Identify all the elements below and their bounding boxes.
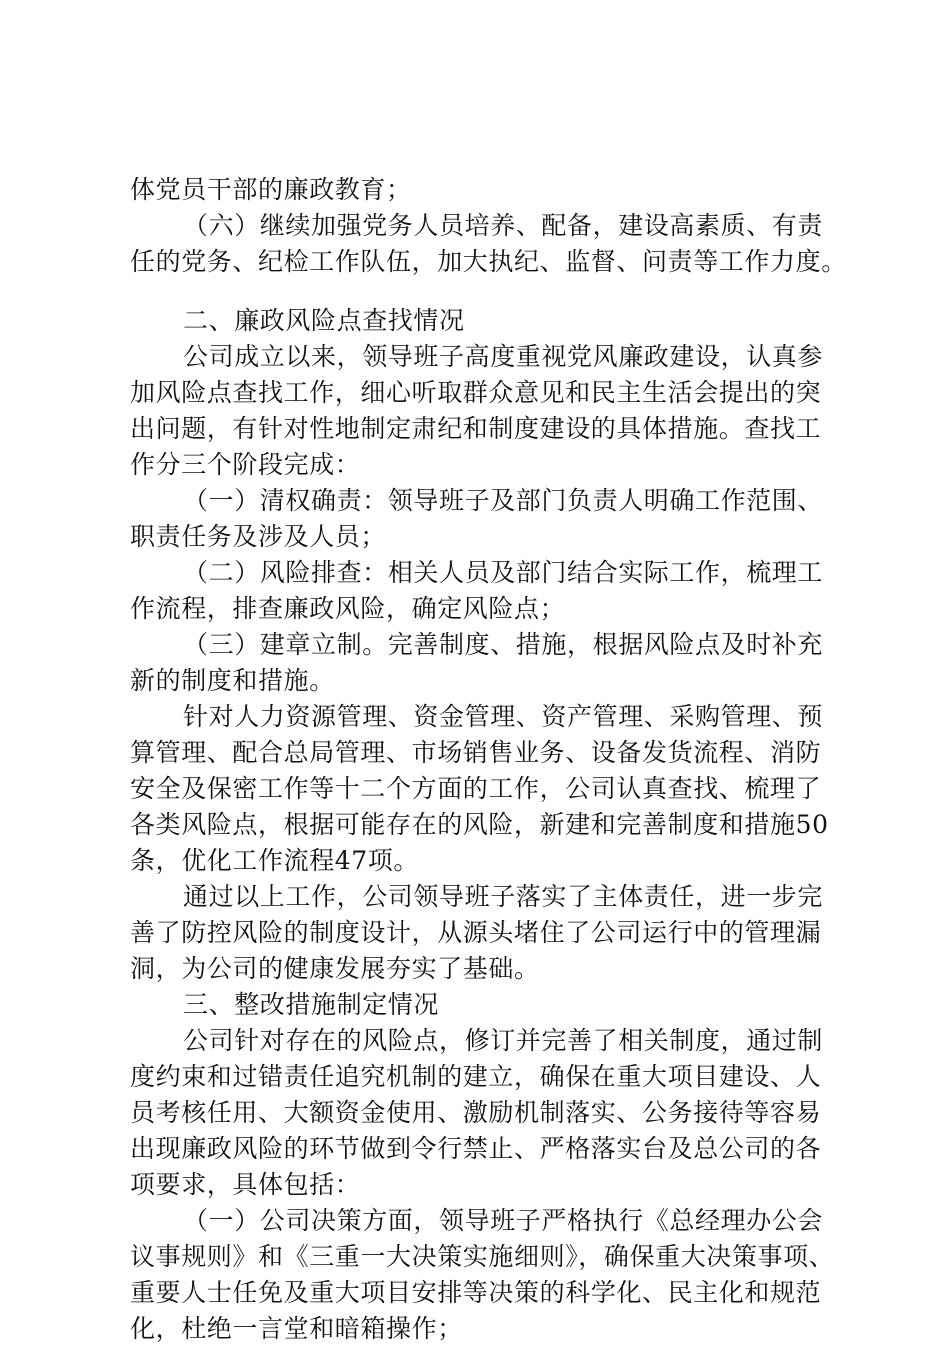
text-line: 出现廉政风险的环节做到令行禁止、严格落实台及总公司的各: [130, 1134, 822, 1163]
text-line: （一）公司决策方面，领导班子严格执行《总经理办公会: [183, 1206, 824, 1235]
text-line: 体党员干部的廉政教育；: [130, 175, 412, 204]
text-line: 安全及保密工作等十二个方面的工作，公司认真查找、梳理了: [130, 774, 822, 803]
text-line: 通过以上工作，公司领导班子落实了主体责任，进一步完: [183, 882, 824, 911]
text-line: 议事规则》和《三重一大决策实施细则》，确保重大决策事项、: [130, 1242, 835, 1271]
text-line: 化，杜绝一言堂和暗箱操作；: [130, 1314, 463, 1343]
text-line: 重要人士任免及重大项目安排等决策的科学化、民主化和规范: [130, 1278, 822, 1307]
text-line: 任的党务、纪检工作队伍，加大执纪、监督、问责等工作力度。: [130, 247, 847, 276]
text-line: 公司针对存在的风险点，修订并完善了相关制度，通过制: [183, 1026, 824, 1055]
text-line: 度约束和过错责任追究机制的建立，确保在重大项目建设、人: [130, 1062, 822, 1091]
section-heading: 三、整改措施制定情况: [183, 990, 440, 1019]
text-line: 条，优化工作流程47项。: [130, 846, 420, 875]
text-line: （六）继续加强党务人员培养、配备，建设高素质、有责: [183, 211, 824, 240]
text-line: （三）建章立制。完善制度、措施，根据风险点及时补充: [183, 630, 824, 659]
text-line: 加风险点查找工作，细心听取群众意见和民主生活会提出的突: [130, 378, 822, 407]
text-line: （一）清权确责：领导班子及部门负责人明确工作范围、: [183, 486, 824, 515]
text-line: 作分三个阶段完成：: [130, 450, 361, 479]
text-line: 公司成立以来，领导班子高度重视党风廉政建设，认真参: [183, 342, 824, 371]
text-line: 针对人力资源管理、资金管理、资产管理、采购管理、预: [183, 702, 824, 731]
text-line: 职责任务及涉及人员；: [130, 522, 387, 551]
text-line: 员考核任用、大额资金使用、激励机制落实、公务接待等容易: [130, 1098, 822, 1127]
text-line: 各类风险点，根据可能存在的风险，新建和完善制度和措施50: [130, 810, 829, 839]
text-line: 洞，为公司的健康发展夯实了基础。: [130, 954, 540, 983]
text-line: 算管理、配合总局管理、市场销售业务、设备发货流程、消防: [130, 738, 822, 767]
text-line: 善了防控风险的制度设计，从源头堵住了公司运行中的管理漏: [130, 918, 822, 947]
text-line: 作流程，排查廉政风险，确定风险点；: [130, 594, 566, 623]
text-line: 项要求，具体包括：: [130, 1170, 361, 1199]
section-heading: 二、廉政风险点查找情况: [183, 306, 465, 335]
text-line: （二）风险排查：相关人员及部门结合实际工作，梳理工: [183, 558, 824, 587]
text-line: 出问题，有针对性地制定肃纪和制度建设的具体措施。查找工: [130, 414, 822, 443]
text-line: 新的制度和措施。: [130, 666, 335, 695]
